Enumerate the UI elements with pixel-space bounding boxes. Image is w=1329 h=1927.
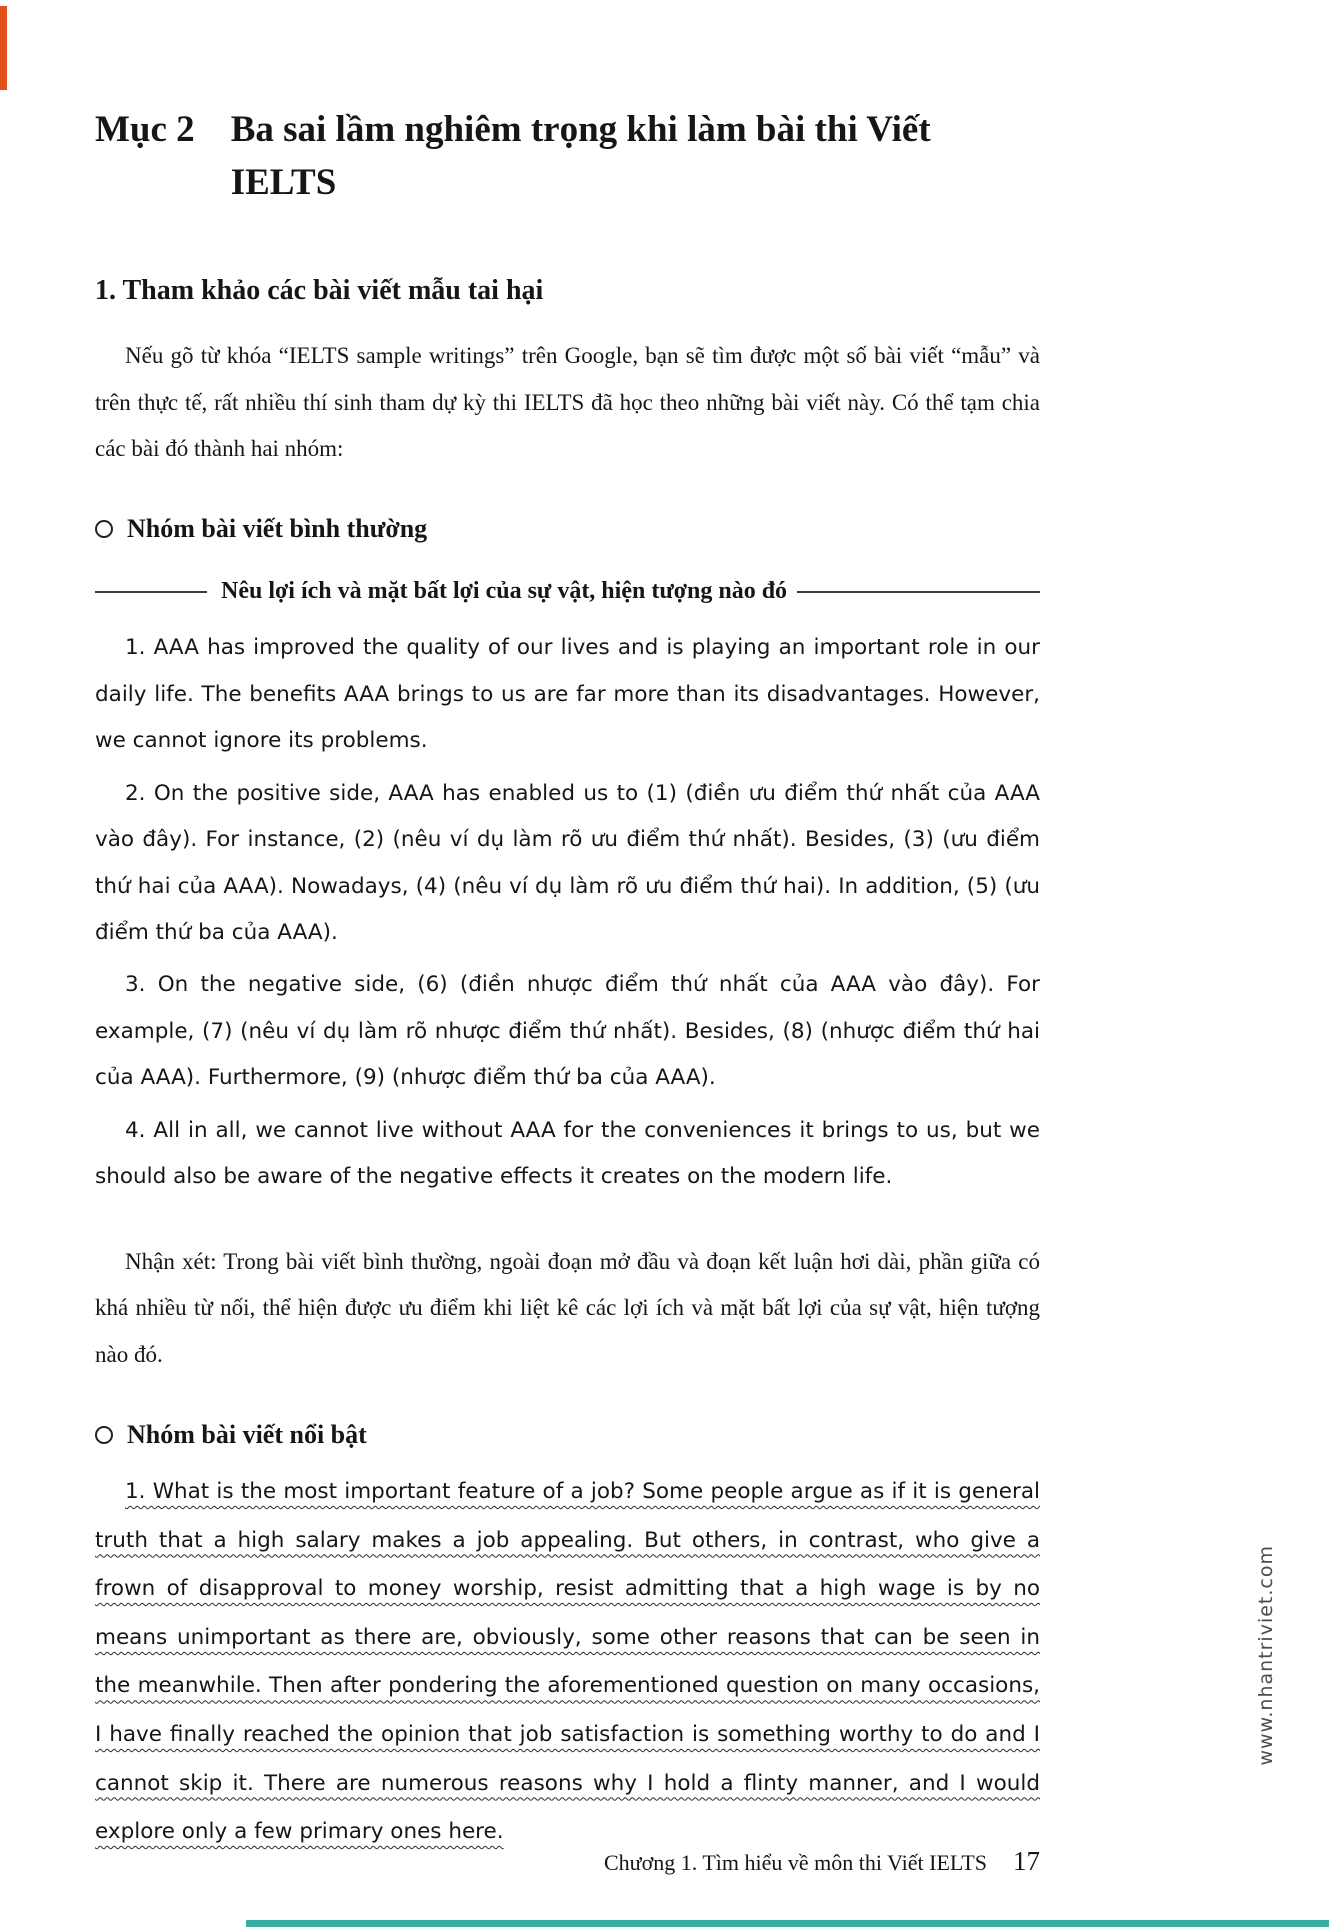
footer-chapter-label: Chương 1. Tìm hiểu về môn thi Viết IELTS [604, 1850, 987, 1875]
group-heading-outstanding [95, 1420, 1040, 1450]
divider-line-left [95, 591, 207, 593]
sample-title-divider [95, 578, 1040, 605]
section-number-label: Mục 2 [95, 109, 195, 150]
sample-paragraph: 2. On the positive side, AAA has enabled us to (1) (điền ưu điểm thứ nhất của AAA vào đây). For instance, (2) (nêu ví dụ làm rõ ưu điểm thứ nhất). Besides, (3) (ưu điểm thứ hai của AAA). Nowadays, (4) (nêu ví dụ làm rõ ưu điểm thứ hai). In addition, (5) (ưu điểm thứ ba của AAA). [95, 780, 1040, 946]
divider-title: Nêu lợi ích và mặt bất lợi của sự vật, hiện tượng nào đó [221, 578, 788, 605]
sample-paragraph: 4. All in all, we cannot live without AAA for the conveniences it brings to us, but we should also be aware of the negative effects it creates on the modern life. [95, 1117, 1040, 1190]
watermark-url: www.nhantriviet.com [1255, 1545, 1277, 1766]
section-title-text: Ba sai lầm nghiêm trọng khi làm bài thi Viết IELTS [230, 109, 931, 203]
comment-paragraph: Nhận xét: Trong bài viết bình thường, ngoài đoạn mở đầu và đoạn kết luận hơi dài, phần giữa có khá nhiều từ nối, thể hiện được ưu điểm khi liệt kê các lợi ích và mặt bất lợi của sự vật, hiện tượng nào đó. [95, 1248, 1040, 1367]
page-edge-accent-strip [0, 6, 7, 90]
footer-page-number: 17 [1013, 1846, 1040, 1876]
bottom-edge-bar [246, 1920, 1329, 1927]
intro-paragraph: Nếu gõ từ khóa “IELTS sample writings” trên Google, bạn sẽ tìm được một số bài viết “mẫu” và trên thực tế, rất nhiều thí sinh tham dự kỳ thi IELTS đã học theo những bài viết này. Có thể tạm chia các bài đó thành hai nhóm: [95, 343, 1040, 461]
divider-line-right [797, 591, 1040, 593]
sample-paragraph: 1. AAA has improved the quality of our lives and is playing an important role in our daily life. The benefits AAA brings to us are far more than its disadvantages. However, we cannot ignore its problems. [95, 635, 1040, 754]
group-heading-outstanding-label: Nhóm bài viết nổi bật [127, 1420, 367, 1450]
sample-paragraph: 3. On the negative side, (6) (điền nhược điểm thứ nhất của AAA vào đây). For example, (7) (nêu ví dụ làm rõ nhược điểm thứ nhất). Besides, (8) (nhược điểm thứ hai của AAA). Furthermore, (9) (nhược điểm thứ ba của AAA). [95, 972, 1040, 1091]
page-title [95, 104, 1040, 209]
page-footer [604, 1846, 1040, 1877]
group-heading-normal-label: Nhóm bài viết bình thường [127, 514, 428, 544]
group-heading-normal [95, 514, 1040, 544]
circle-bullet-icon [95, 520, 113, 538]
underlined-sample-paragraph: 1. What is the most important feature of a job? Some people argue as if it is general truth that a high salary makes a job appealing. But others, in contrast, who give a frown of disapproval to money worship, resist admitting that a high wage is by no means unimportant as there are, obviously, some other reasons that can be seen in the meanwhile. Then after pondering the aforementioned question on many occasions, I have finally reached the opinion that job satisfaction is something worthy to do and I cannot skip it. There are numerous reasons why I hold a flinty manner, and I would explore only a few primary ones here. [95, 1479, 1040, 1845]
subsection-heading: 1. Tham khảo các bài viết mẫu tai hại [95, 275, 544, 307]
sample-essay-normal [95, 625, 1040, 1200]
circle-bullet-icon [95, 1426, 113, 1444]
